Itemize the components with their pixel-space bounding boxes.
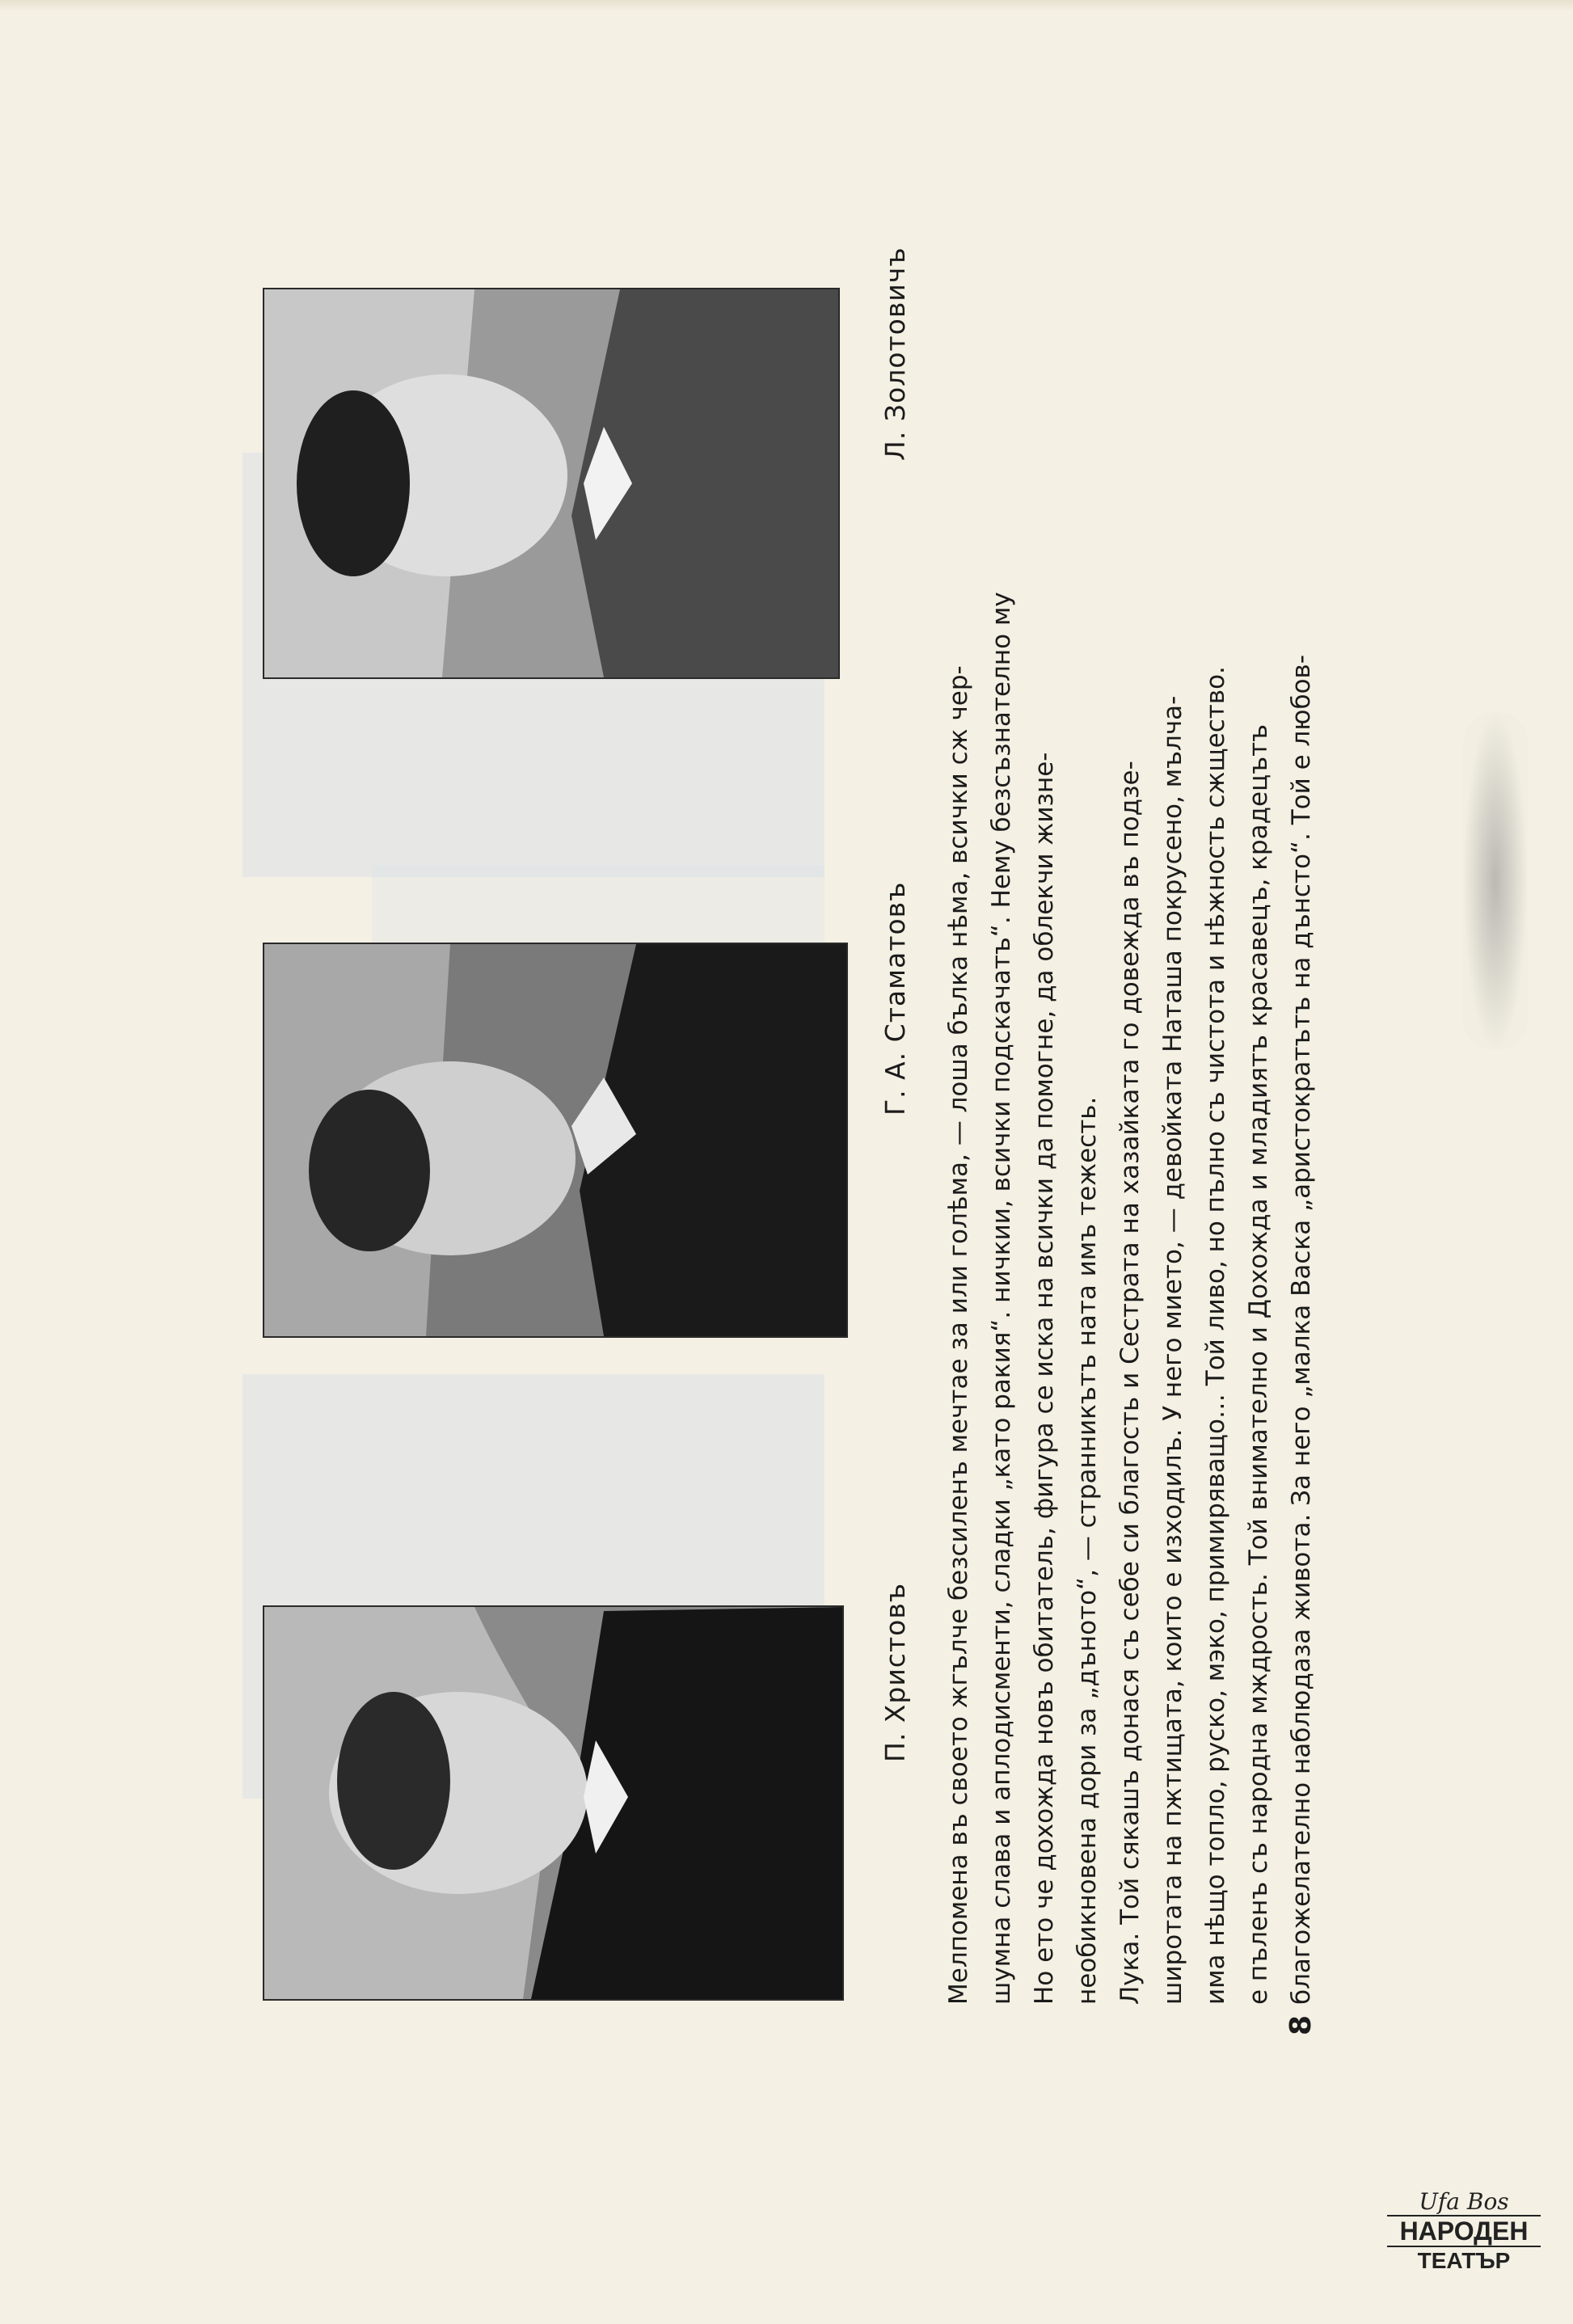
logo-signature: Ufa Bos: [1419, 2188, 1509, 2215]
text-line: благожелателно наблюдаза живота. За него „малка Васка „аристократътъ на дънсто“. Той е любов-: [1287, 654, 1316, 2005]
article-body: [938, 307, 1323, 2005]
text-line: Но ето че дохожда новъ обитатель, фигура се иска на всички да помогне, да облекчи жизне-: [1030, 752, 1059, 2005]
page-number: 8: [1284, 2014, 1318, 2036]
logo-line-teatar: ТЕАТЪР: [1417, 2248, 1511, 2273]
portrait-photo-zolotovich: [263, 288, 840, 679]
text-line: Мелпомена въ своето жгълче безсиленъ мечтае за или голѣма, — лоша бълка нѣма, всички сж чер-: [944, 665, 973, 2005]
caption-hristov: П. Христовъ: [879, 1582, 911, 1762]
logo-line-naroden: НАРОДЕН: [1387, 2215, 1541, 2247]
portrait-photo-hristov: [263, 1605, 844, 2001]
text-line: широтата на пжтищата, които е изходилъ. У него мието, — девойката Наташа покрусено, мълча-: [1158, 695, 1187, 2005]
national-theatre-logo: [1387, 2189, 1541, 2294]
text-line: е пъленъ съ народна мждрость. Той внимателно и Дохожда и младиятъ красавецъ, крадецътъ: [1244, 723, 1273, 2005]
text-line: необикновена дори за „дъното“, — странникътъ ната имъ тежесть.: [1073, 1096, 1102, 2005]
text-line: има нѣщо топло, руско, мэко, примиряващо… Той ливо, но пълно съ чистота и нѣжность сжщество.: [1201, 666, 1230, 2005]
caption-stamatov: Г. А. Стаматовъ: [879, 881, 911, 1116]
caption-zolotovich: Л. Золотовичъ: [879, 247, 911, 461]
portrait-photo-stamatov: [263, 943, 848, 1338]
text-line: Лука. Той сякашъ донася съ себе си благость и Сестрата на хазайката го довежда въ подзе-: [1115, 761, 1145, 2005]
text-line: шумна слава и аплодисменти, сладки „като ракия“. ничкии, всички подскачатъ“. Нему безсъзнателно му: [987, 592, 1016, 2005]
